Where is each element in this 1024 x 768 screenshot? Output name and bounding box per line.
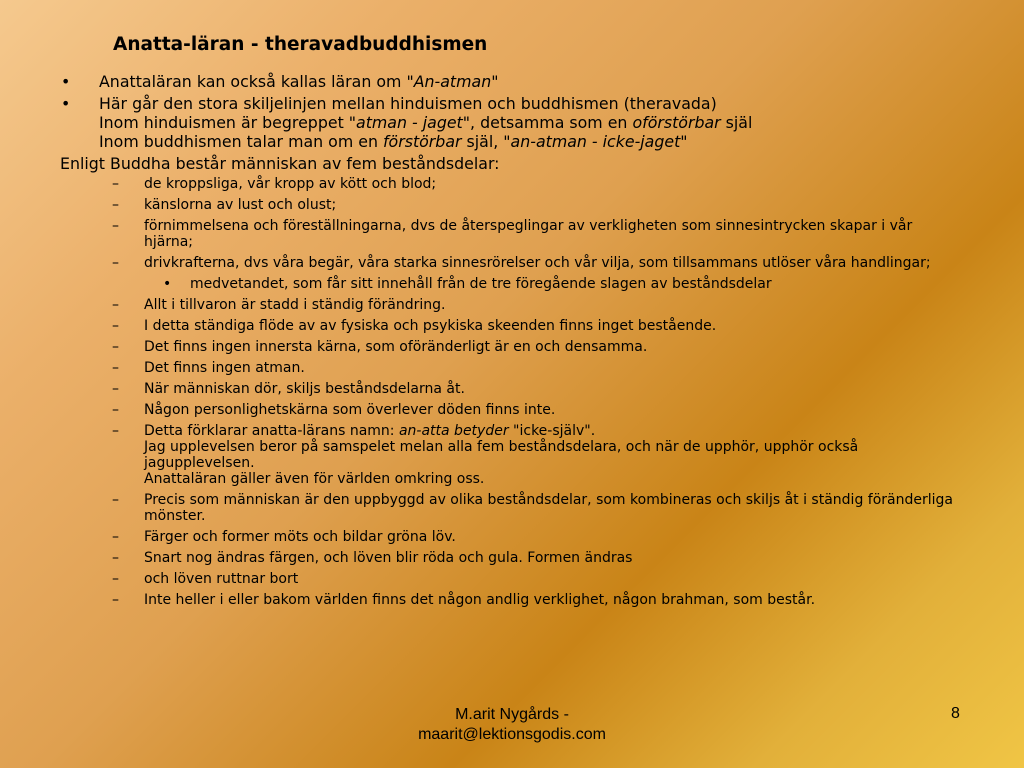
list-item: [60, 197, 960, 213]
explain-line: Anattaläran gäller även för världen omkring oss.: [144, 471, 485, 487]
sub-list-item: [60, 276, 960, 292]
bullet-text: Anattaläran kan också kallas läran om: [99, 72, 407, 91]
bullet-marker: •: [61, 94, 71, 113]
list-item: [60, 255, 960, 271]
dash-marker: –: [112, 318, 119, 334]
dash-marker: –: [112, 255, 119, 271]
text-span: Detta förklarar anatta-lärans namn:: [144, 423, 399, 439]
dash-marker: –: [112, 550, 119, 566]
list-item-text: de kroppsliga, vår kropp av kött och blod;: [144, 176, 437, 192]
dash-marker: –: [112, 339, 119, 355]
slide-title: Anatta-läran - theravadbuddhismen: [113, 34, 488, 55]
list-item-text: Snart nog ändras färgen, och löven blir röda och gula. Formen ändras: [144, 550, 633, 566]
bullet-anatta-name: [60, 72, 960, 91]
text-italic: an-atta betyder: [398, 423, 509, 439]
list-item-text: Det finns ingen atman.: [144, 360, 305, 376]
text-span: själ: [720, 113, 753, 132]
page-number: 8: [951, 705, 960, 722]
list-item-text: När människan dör, skiljs beståndsdelarna åt.: [144, 381, 465, 397]
list-item-text: känslorna av lust och olust;: [144, 197, 337, 213]
text-span: , detsamma som en: [470, 113, 633, 132]
bullet-line: Här går den stora skiljelinjen mellan hinduismen och buddhismen (theravada): [99, 94, 717, 113]
list-item: [60, 339, 960, 355]
list-item-text: drivkrafterna, dvs våra begär, våra starka sinnesrörelser och vår vilja, som tillsammans utlöser våra handlingar;: [144, 255, 931, 271]
dash-marker: –: [112, 402, 119, 418]
dash-marker: –: [112, 197, 119, 213]
list-item: [60, 529, 960, 545]
list-item-text: Någon personlighetskärna som överlever döden finns inte.: [144, 402, 556, 418]
list-item-text: och löven ruttnar bort: [144, 571, 299, 587]
dash-marker: –: [112, 423, 119, 439]
bullet-marker: •: [163, 276, 172, 292]
explain-line: Jag upplevelsen beror på samspelet melan alla fem beståndsdelara, och när de upphör, upphör också jagupplevelsen.: [144, 439, 859, 471]
list-item-text: Färger och former möts och bildar gröna löv.: [144, 529, 456, 545]
slide-body: [60, 72, 960, 613]
bullet-italic: "An-atman": [406, 72, 499, 91]
footer-author: [380, 705, 644, 745]
list-item: [60, 318, 960, 334]
list-item: [60, 360, 960, 376]
list-item-text: I detta ständiga flöde av av fysiska och psykiska skeenden finns inget bestående.: [144, 318, 717, 334]
list-item: [60, 571, 960, 587]
text-span: Inom buddhismen talar man om en: [99, 132, 383, 151]
dash-marker: –: [112, 381, 119, 397]
list-item: [60, 592, 960, 608]
dash-marker: –: [112, 176, 119, 192]
list-item: [60, 218, 960, 250]
dash-marker: –: [112, 529, 119, 545]
bullet-line: [99, 113, 960, 132]
bullet-skiljelinjen: [60, 94, 960, 151]
dash-marker: –: [112, 360, 119, 376]
text-italic: förstörbar: [383, 132, 462, 151]
dash-marker: –: [112, 492, 119, 508]
list-item: [60, 297, 960, 313]
footer-name: M.arit Nygårds -: [455, 706, 569, 723]
list-item-text: medvetandet, som får sitt innehåll från de tre föregående slagen av beståndsdelar: [190, 276, 772, 292]
list-item: [60, 550, 960, 566]
list-item-text: Det finns ingen innersta kärna, som oföränderligt är en och densamma.: [144, 339, 648, 355]
list-item-explanation: [60, 423, 960, 487]
list-item-text: Inte heller i eller bakom världen finns det någon andlig verklighet, någon brahman, som består.: [144, 592, 816, 608]
bullet-marker: •: [61, 72, 71, 91]
dash-marker: –: [112, 571, 119, 587]
intro-text: Enligt Buddha består människan av fem beståndsdelar:: [60, 154, 500, 173]
list-item: [60, 176, 960, 192]
list-item: [60, 402, 960, 418]
text-italic: oförstörbar: [632, 113, 721, 132]
text-span: Inom hinduismen är begreppet: [99, 113, 349, 132]
bullet-line: [99, 132, 960, 151]
dash-marker: –: [112, 592, 119, 608]
footer-email: maarit@lektionsgodis.com: [418, 726, 606, 743]
list-item-text: förnimmelsena och föreställningarna, dvs de återspeglingar av verkligheten som sinnesintrycken skapar i vår hjärna;: [144, 218, 913, 250]
list-item: [60, 381, 960, 397]
list-item: [60, 492, 960, 524]
text-italic: "atman - jaget": [348, 113, 471, 132]
text-span: "icke-själv".: [508, 423, 596, 439]
list-item-text: Allt i tillvaron är stadd i ständig förändring.: [144, 297, 446, 313]
list-item-text: Precis som människan är den uppbyggd av olika beståndsdelar, som kombineras och skiljs åt i ständig föränderliga mönster.: [144, 492, 953, 524]
dash-marker: –: [112, 297, 119, 313]
explain-line: [144, 423, 960, 439]
text-italic: "an-atman - icke-jaget": [503, 132, 688, 151]
text-span: själ,: [461, 132, 504, 151]
dash-marker: –: [112, 218, 119, 234]
